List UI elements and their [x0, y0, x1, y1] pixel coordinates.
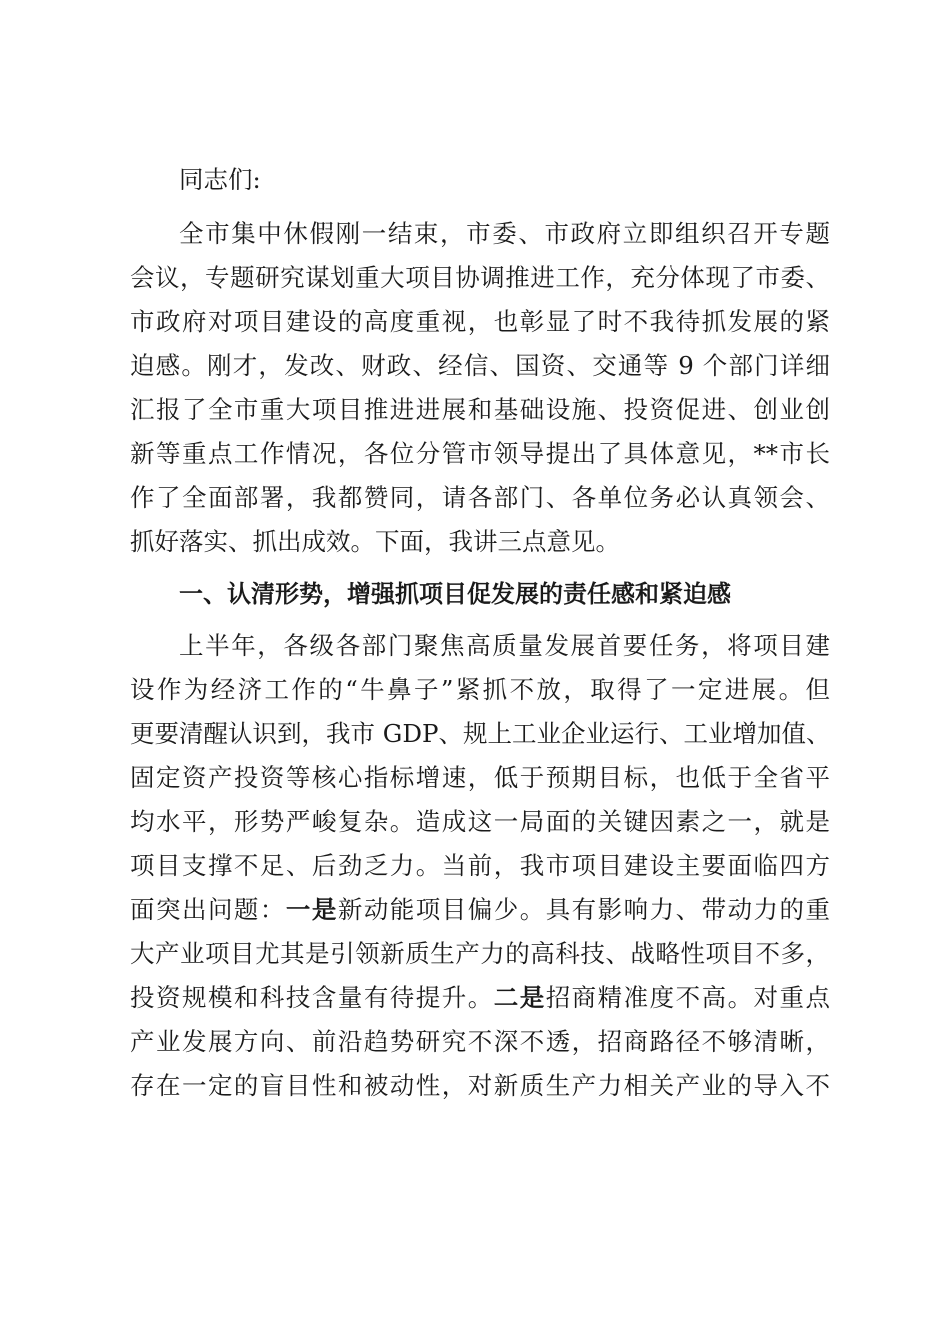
paragraph-line: 抓好落实、抓出成效。下面，我讲三点意见。	[130, 527, 620, 556]
paragraph-line: 新等重点工作情况，各位分管市领导提出了具体意见，**市长	[130, 439, 830, 468]
paragraph-line: 均水平，形势严峻复杂。造成这一局面的关键因素之一，就是	[130, 807, 830, 836]
paragraph-line: 大产业项目尤其是引领新质生产力的高科技、战略性项目不多，	[130, 939, 830, 968]
point-lead-second: 二是	[493, 983, 546, 1012]
document-page	[130, 158, 830, 1108]
section-heading-1: 一、认清形势，增强抓项目促发展的责任感和紧迫感	[179, 580, 731, 608]
paragraph-2	[130, 624, 830, 1108]
paragraph-line: 汇报了全市重大项目推进进展和基础设施、投资促进、创业创	[130, 395, 830, 424]
paragraph-line: 作了全面部署，我都赞同，请各部门、各单位务必认真领会、	[130, 483, 830, 512]
paragraph-line: 项目支撑不足、后劲乏力。当前，我市项目建设主要面临四方	[130, 851, 830, 880]
paragraph-line: 全市集中休假刚一结束，市委、市政府立即组织召开专题	[179, 219, 830, 248]
line-text: 面突出问题：	[130, 895, 286, 924]
paragraph-line: 迫感。刚才，发改、财政、经信、国资、交通等 9 个部门详细	[130, 351, 830, 380]
paragraph-line: 上半年，各级各部门聚焦高质量发展首要任务，将项目建	[179, 631, 830, 660]
paragraph-line: 会议，专题研究谋划重大项目协调推进工作，充分体现了市委、	[130, 263, 830, 292]
paragraph-line: 产业发展方向、前沿趋势研究不深不透，招商路径不够清晰，	[130, 1027, 830, 1056]
paragraph-line	[130, 976, 830, 1020]
point-lead-first: 一是	[285, 895, 338, 924]
paragraph-line: 更要清醒认识到，我市 GDP、规上工业企业运行、工业增加值、	[130, 719, 830, 748]
paragraph-1	[130, 212, 830, 564]
paragraph-line: 市政府对项目建设的高度重视，也彰显了时不我待抓发展的紧	[130, 307, 830, 336]
paragraph-line	[130, 888, 830, 932]
line-text: 投资规模和科技含量有待提升。	[130, 983, 494, 1012]
paragraph-line: 存在一定的盲目性和被动性，对新质生产力相关产业的导入不	[130, 1071, 830, 1100]
line-text: 新动能项目偏少。具有影响力、带动力的重	[337, 895, 830, 924]
salutation: 同志们:	[179, 165, 261, 194]
paragraph-line: 固定资产投资等核心指标增速，低于预期目标，也低于全省平	[130, 763, 830, 792]
line-text: 招商精准度不高。对重点	[545, 983, 830, 1012]
paragraph-line: 设作为经济工作的“牛鼻子”紧抓不放，取得了一定进展。但	[130, 675, 830, 704]
